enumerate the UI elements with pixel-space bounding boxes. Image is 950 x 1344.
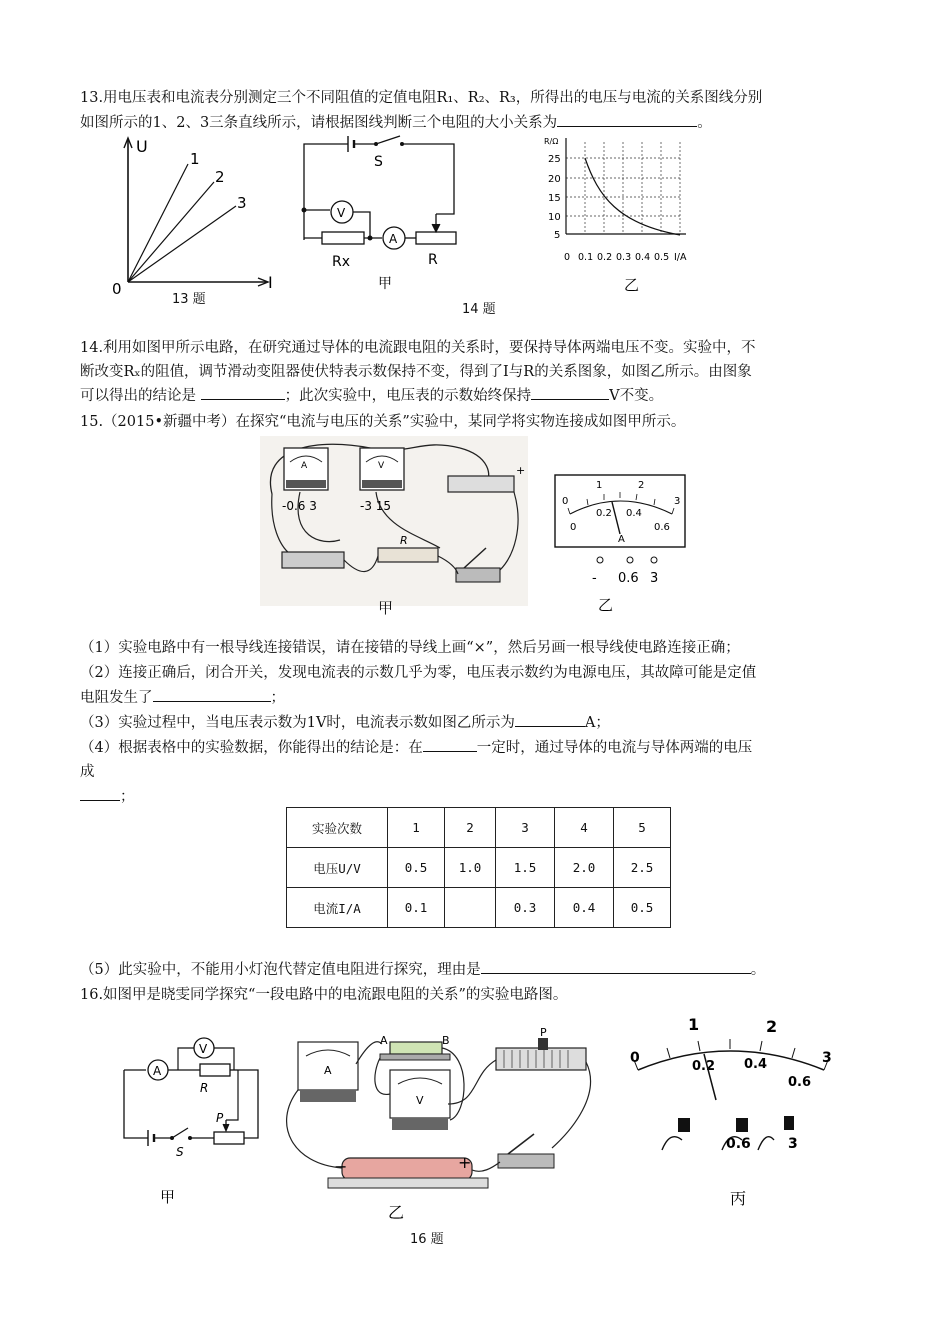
q15-fault-blank[interactable] [153,687,271,702]
q16-voltmeter-letter: V [199,1042,208,1056]
table-header-cell: 5 [614,808,671,848]
switch-label: S [374,154,383,170]
q14-line3-a: 可以得出的结论是 [80,388,196,404]
battery-box [448,476,514,492]
table-cell: 0.1 [388,888,445,928]
q16-slide-rheostat [496,1048,586,1070]
switch-body [456,568,500,582]
table-header-cell: 4 [555,808,614,848]
table-row [287,808,671,848]
table-cell: 0.5 [388,848,445,888]
q16-end-b: B [442,1034,450,1047]
q15-fig-jia-label: 甲 [378,599,394,617]
q14-x-label: I/A [674,252,687,263]
q14-line3-c: V不变。 [609,388,664,404]
q14-conclusion-blank[interactable] [201,385,285,400]
q13-x-label: I [268,273,273,292]
q15-line1: 15.（2015•新疆中考）在探究“电流与电压的关系”实验中，某同学将实物连接成如图甲所示。 [80,414,686,430]
dial-term-minus: - [592,571,597,586]
q14-x-tick-01: 0.1 [578,252,594,263]
q15-p2b-line [80,686,285,707]
rx-resistor [322,232,364,244]
q14-x-tick-04: 0.4 [635,252,651,263]
rx-label: Rx [332,254,351,270]
q14-x-tick-05: 0.5 [654,252,670,263]
q14-line3 [80,384,663,405]
q16-resistor [200,1064,230,1076]
dial-sub-02: 0.2 [596,508,612,519]
table-cell: 0.3 [496,888,555,928]
q16-end-a: A [380,1034,388,1047]
table-cell: 0.5 [614,888,671,928]
dial-term-3: 3 [650,571,659,586]
q16-plus: + [458,1153,472,1172]
table-cell: 2.5 [614,848,671,888]
dial-sub-0: 0 [570,522,577,533]
q15-relation-blank[interactable] [80,786,120,801]
table-cell: 电压U/V [287,848,388,888]
q14-line1: 14.利用如图甲所示电路，在研究通过导体的电流跟电阻的关系时，要保持导体两端电压不变。实验中，不 [80,340,756,356]
q15-p4b: 一定时，通过导体的电流与导体两端的电压 [476,740,753,756]
dial-tick-3: 3 [674,496,681,507]
q13-line-label-1: 1 [190,150,200,168]
q15-p3a: （3）实验过程中，当电压表示数为1V时，电流表示数如图乙所示为 [80,715,515,731]
svg-text:+: + [516,464,526,477]
q14-curve [585,158,680,235]
q14-voltage-blank[interactable] [531,385,609,400]
voltmeter-letter: V [378,461,385,471]
q13-caption: 13 题 [172,292,206,307]
q14-caption: 14 题 [462,302,496,317]
q15-p5a: （5）此实验中，不能用小灯泡代替定值电阻进行探究，理由是 [80,962,481,978]
q15-current-blank[interactable] [515,712,585,727]
table-header-cell: 实验次数 [287,808,388,848]
dial-sub-06: 0.6 [654,522,670,533]
q14-grid [566,142,680,234]
q16-circuit-jia [118,1030,270,1210]
q16-dial-tick-0: 0 [630,1050,640,1066]
q15-apparatus-jia [260,436,528,616]
q13-ui-graph [108,132,288,302]
table-header-cell: 2 [445,808,496,848]
q13-line-3 [128,206,236,282]
dial-term-06: 0.6 [618,571,639,586]
q13-answer-blank[interactable] [557,112,697,127]
rheostat [416,232,456,244]
table-cell: 电流I/A [287,888,388,928]
q13-line1: 13.用电压表和电流表分别测定三个不同阻值的定值电阻R₁、R₂、R₃，所得出的电压与电流的关系图线分别 [80,90,763,106]
q15-p5-line [80,958,765,979]
q16-dial-arc [638,1051,824,1070]
q16-yi-label: 乙 [388,1203,405,1222]
table-cell: 2.0 [555,848,614,888]
table-row [287,848,671,888]
q16-test-resistor [390,1042,442,1054]
q15-p3b: A； [584,715,610,731]
q16-bing-label: 丙 [730,1189,747,1208]
dial-sub-04: 0.4 [626,508,642,519]
q14-graph-yi [540,134,720,294]
q16-dial-term-3: 3 [788,1136,798,1152]
q13-origin: 0 [112,280,122,298]
rheostat-label: R [428,252,438,268]
q15-p1: （1）实验电路中有一根导线连接错误，请在接错的导线上画“×”，然后另画一根导线使电路连接正确； [80,640,740,656]
dial-tick-1: 1 [596,480,603,491]
rheostat-body [282,552,344,568]
q13-line-label-3: 3 [237,194,247,212]
q14-line3-b: ；此次实验中，电压表的示数始终保持 [284,388,532,404]
table-header-cell: 1 [388,808,445,848]
q16-switch [498,1154,554,1168]
q15-p3-line [80,711,610,732]
q16-jia-label: 甲 [160,1188,176,1206]
q16-rheostat [214,1132,244,1144]
q14-y-tick-15: 15 [548,193,561,204]
q16-ammeter-letter: A [153,1064,162,1078]
q14-y-tick-5: 5 [554,230,561,241]
q15-p4c: 成 [80,764,95,780]
q16-battery-pack [342,1158,472,1180]
dial-tick-0: 0 [562,496,569,507]
resistor-label: R [400,534,408,547]
q13-line2-text: 如图所示的1、2、3三条直线所示，请根据图线判断三个电阻的大小关系为 [80,115,558,131]
q16-dial-sub-04: 0.4 [744,1057,768,1072]
q15-condition-blank[interactable] [423,737,477,752]
q16-apparatus-yi [272,1026,612,1224]
q13-line2-end: 。 [697,115,712,131]
q16-dial-sub-06: 0.6 [788,1075,812,1090]
dial-tick-2: 2 [638,480,645,491]
q14-x-tick-03: 0.3 [616,252,632,263]
voltmeter-letter: V [337,206,346,220]
q14-y-tick-25: 25 [548,154,561,165]
ammeter-terms: -0.6 3 [282,499,317,513]
dial-label: 乙 [598,596,614,614]
q13-line-label-2: 2 [215,168,225,186]
q16-ammeter-bing [626,1010,838,1210]
q16-dial-sub-02: 0.2 [692,1059,716,1074]
q14-graph-label: 乙 [624,276,640,294]
q15-p4d-line [80,785,135,806]
table-header-cell: 3 [496,808,555,848]
q14-y-tick-20: 20 [548,174,561,185]
table-cell: 1.0 [445,848,496,888]
q16-ammeter-letter: A [324,1064,332,1077]
fixed-resistor [378,548,438,562]
table-row [287,888,671,928]
q15-p2b: 电阻发生了 [80,690,153,706]
q14-line2: 断改变Rₓ的阻值，调节滑动变阻器使伏特表示数保持不变，得到了I与R的关系图象，如图乙所示。由图象 [80,364,752,380]
q16-switch-label: S [176,1145,184,1159]
q15-ammeter-yi [554,474,688,614]
voltmeter-terms: -3 15 [360,499,392,513]
circuit-jia-label: 甲 [378,276,392,292]
dial-unit: A [618,534,625,545]
table-cell-empty[interactable] [445,888,496,928]
q13-y-label: U [136,137,148,156]
q16-dial-tick-1: 1 [688,1015,700,1034]
q15-reason-blank[interactable] [481,959,751,974]
q14-y-label: R/Ω [544,137,559,146]
q16-line1: 16.如图甲是晓雯同学探究“一段电路中的电流跟电阻的关系”的实验电路图。 [80,987,568,1003]
q15-p5b: 。 [750,962,766,978]
q14-y-tick-10: 10 [548,212,561,223]
table-cell: 0.4 [555,888,614,928]
ammeter-letter: A [389,232,398,246]
switch-blade [376,136,400,144]
q16-minus: − [334,1157,348,1176]
q15-p4d: ； [120,789,135,805]
q16-dial-tick-2: 2 [766,1017,778,1036]
q16-slider-p: P [540,1026,547,1039]
table-cell: 1.5 [496,848,555,888]
q13-line2 [80,111,712,132]
q15-p4-line [80,736,752,757]
q16-r-label: R [200,1081,209,1095]
q16-caption: 16 题 [410,1232,444,1247]
q15-p2c: ； [270,690,285,706]
q16-voltmeter-letter: V [416,1094,424,1107]
q15-p2a: （2）连接正确后，闭合开关，发现电流表的示数几乎为零，电压表示数约为电源电压，其故障可能是定值 [80,665,757,681]
q16-p-label: P [216,1111,224,1125]
ammeter-letter: A [301,461,308,471]
q14-circuit-jia [296,134,472,294]
q14-x-tick-02: 0.2 [597,252,613,263]
q16-dial-tick-3: 3 [822,1050,832,1066]
q16-dial-term-06: 0.6 [726,1136,751,1152]
q14-x-tick-0: 0 [564,252,571,263]
q15-data-table [286,807,671,928]
q15-p4a: （4）根据表格中的实验数据，你能得出的结论是：在 [80,740,423,756]
